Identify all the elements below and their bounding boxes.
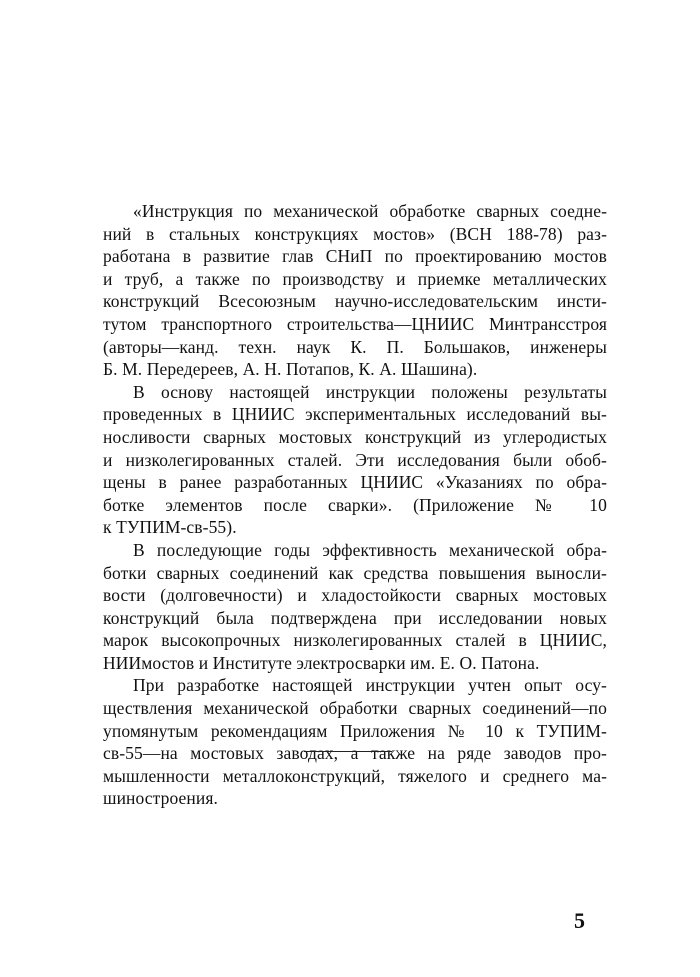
text-line: шиностроения. [103,788,218,809]
section-divider [304,751,392,752]
text-line: В последующие годы эффективность механической обра- [133,539,607,560]
paragraph-2 [103,381,607,539]
text-line: (авторы—канд. техн. наук К. П. Большаков, инженеры [103,336,607,357]
text-line: к ТУПИМ-св-55). [103,517,237,538]
text-line: ботке элементов после сварки». (Приложение № 10 [103,494,607,515]
text-line: мышленности металлоконструкций, тяжелого и среднего ма- [103,765,607,786]
text-line: щены в ранее разработанных ЦНИИС «Указаниях по обра- [103,472,607,493]
text-line: В основу настоящей инструкции положены результаты [133,381,607,402]
text-line: св-55—на мостовых заводах, а также на ряде заводов про- [103,743,607,764]
text-line: Б. М. Передереев, А. Н. Потапов, К. А. Шашина). [103,359,478,380]
text-line: ний в стальных конструкциях мостов» (ВСН 188-78) раз- [103,223,607,244]
text-line: проведенных в ЦНИИС экспериментальных исследований вы- [103,404,607,425]
page-number: 5 [574,908,585,933]
text-line: тутом транспортного строительства—ЦНИИС Минтрансстроя [103,313,607,334]
text-line: и труб, а также по производству и приемке металлических [103,268,607,289]
text-line: конструкций Всесоюзным научно-исследовательским инсти- [103,291,607,312]
text-line: работана в развитие глав СНиП по проектированию мостов [103,246,607,267]
text-line: НИИмостов и Институте электросварки им. Е. О. Патона. [103,652,540,673]
paragraph-3 [103,539,607,675]
text-line: носливости сварных мостовых конструкций из углеродистых [103,426,607,447]
text-line: марок высокопрочных низколегированных сталей в ЦНИИС, [103,630,607,651]
text-line: При разработке настоящей инструкции учтен опыт осу- [133,675,607,696]
text-line: упомянутым рекомендациям Приложения № 10 к ТУПИМ- [103,720,607,741]
text-line: «Инструкция по механической обработке сварных соедне- [133,201,607,221]
text-line: ществления механической обработки сварных соединений—по [103,698,607,719]
text-line: вости (долговечности) и хладостойкости сварных мостовых [103,585,607,606]
paragraph-4 [103,674,607,810]
body-text [103,200,607,810]
text-line: ботки сварных соединений как средства повышения выносли- [103,562,607,583]
paragraph-1 [103,200,607,381]
text-line: и низколегированных сталей. Эти исследования были обоб- [103,449,607,470]
text-line: конструкций была подтверждена при исследовании новых [103,607,607,628]
